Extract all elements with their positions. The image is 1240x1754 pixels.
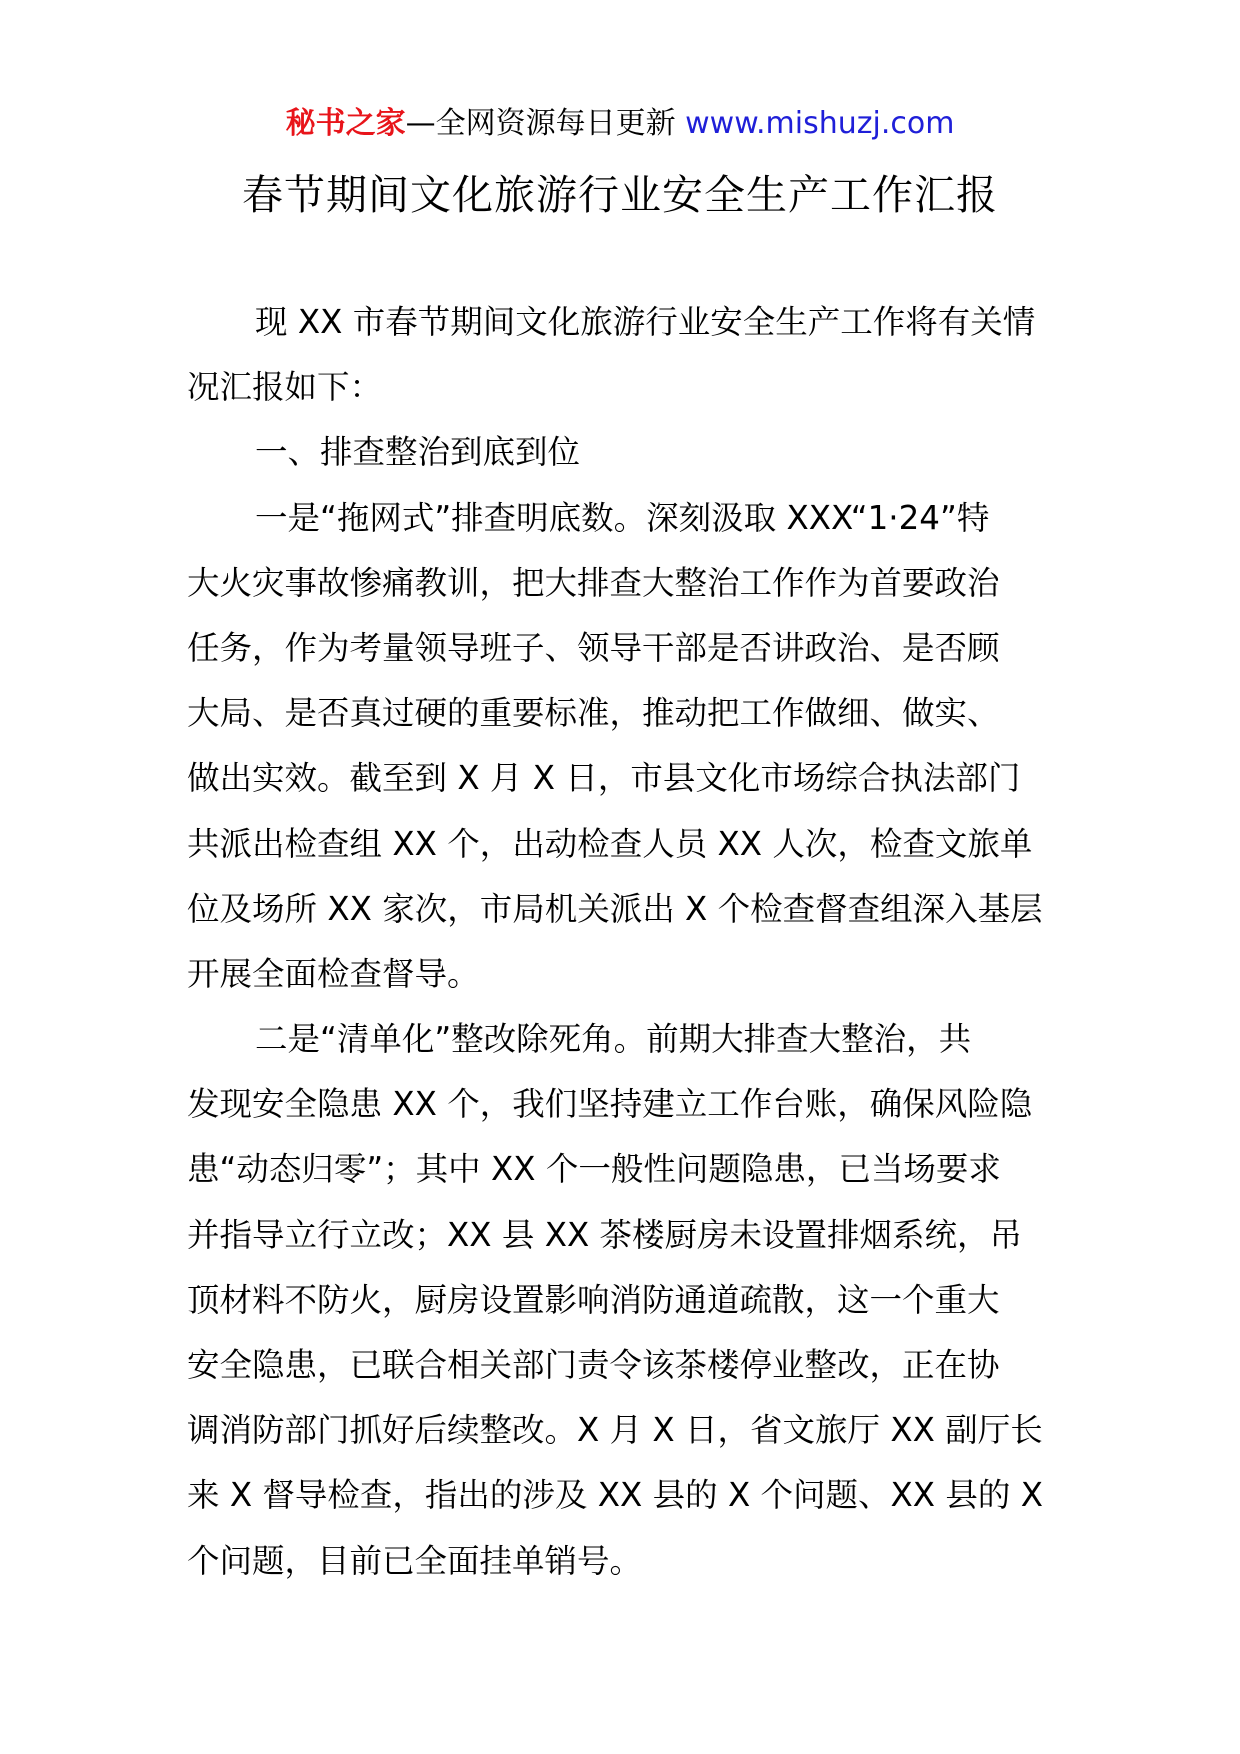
- paragraph-line: 安全隐患，已联合相关部门责令该茶楼停业整改，正在协: [187, 1346, 1000, 1384]
- paragraph-line: 位及场所 XX 家次，市局机关派出 X 个检查督查组深入基层: [187, 889, 1043, 928]
- paragraph-line: 发现安全隐患 XX 个，我们坚持建立工作台账，确保风险隐: [187, 1085, 1033, 1124]
- paragraph-line: 共派出检查组 XX 个，出动检查人员 XX 人次，检查文旅单: [187, 824, 1033, 863]
- site-tagline: —全网资源每日更新: [405, 106, 676, 141]
- paragraph-line: 顶材料不防火，厨房设置影响消防通道疏散，这一个重大: [187, 1280, 1000, 1319]
- site-url-link[interactable]: www.mishuzj.com: [685, 106, 955, 141]
- section-heading: 一、排查整治到底到位: [255, 433, 581, 472]
- paragraph-line: 来 X 督导检查，指出的涉及 XX 县的 X 个问题、XX 县的 X: [187, 1476, 1043, 1515]
- paragraph-line: 并指导立行立改；XX 县 XX 茶楼厨房未设置排烟系统，吊: [187, 1215, 1023, 1254]
- paragraph-line: 大火灾事故惨痛教训，把大排查大整治工作作为首要政治: [187, 563, 1000, 602]
- paragraph-line: 任务，作为考量领导班子、领导干部是否讲政治、是否顾: [187, 628, 1000, 667]
- paragraph-line: 患“动态归零”；其中 XX 个一般性问题隐患，已当场要求: [187, 1150, 1001, 1189]
- paragraph-line: 个问题，目前已全面挂单销号。: [187, 1541, 643, 1580]
- paragraph-line: 一是“拖网式”排查明底数。深刻汲取 XXX“1·24”特: [255, 498, 990, 537]
- paragraph-line: 做出实效。截至到 X 月 X 日，市县文化市场综合执法部门: [187, 759, 1021, 798]
- paragraph-line: 大局、是否真过硬的重要标准，推动把工作做细、做实、: [187, 694, 1000, 733]
- document-title: 春节期间文化旅游行业安全生产工作汇报: [242, 171, 998, 219]
- site-header: [0, 102, 1240, 146]
- document-body: [187, 290, 1057, 1594]
- paragraph-line: 二是“清单化”整改除死角。前期大排查大整治，共: [255, 1020, 972, 1059]
- paragraph-line: 况汇报如下：: [187, 368, 383, 407]
- paragraph-line: 调消防部门抓好后续整改。X 月 X 日，省文旅厅 XX 副厅长: [187, 1411, 1043, 1450]
- site-name: 秘书之家: [285, 106, 406, 141]
- paragraph-line: 开展全面检查督导。: [187, 954, 480, 993]
- paragraph-line: 现 XX 市春节期间文化旅游行业安全生产工作将有关情: [255, 303, 1036, 341]
